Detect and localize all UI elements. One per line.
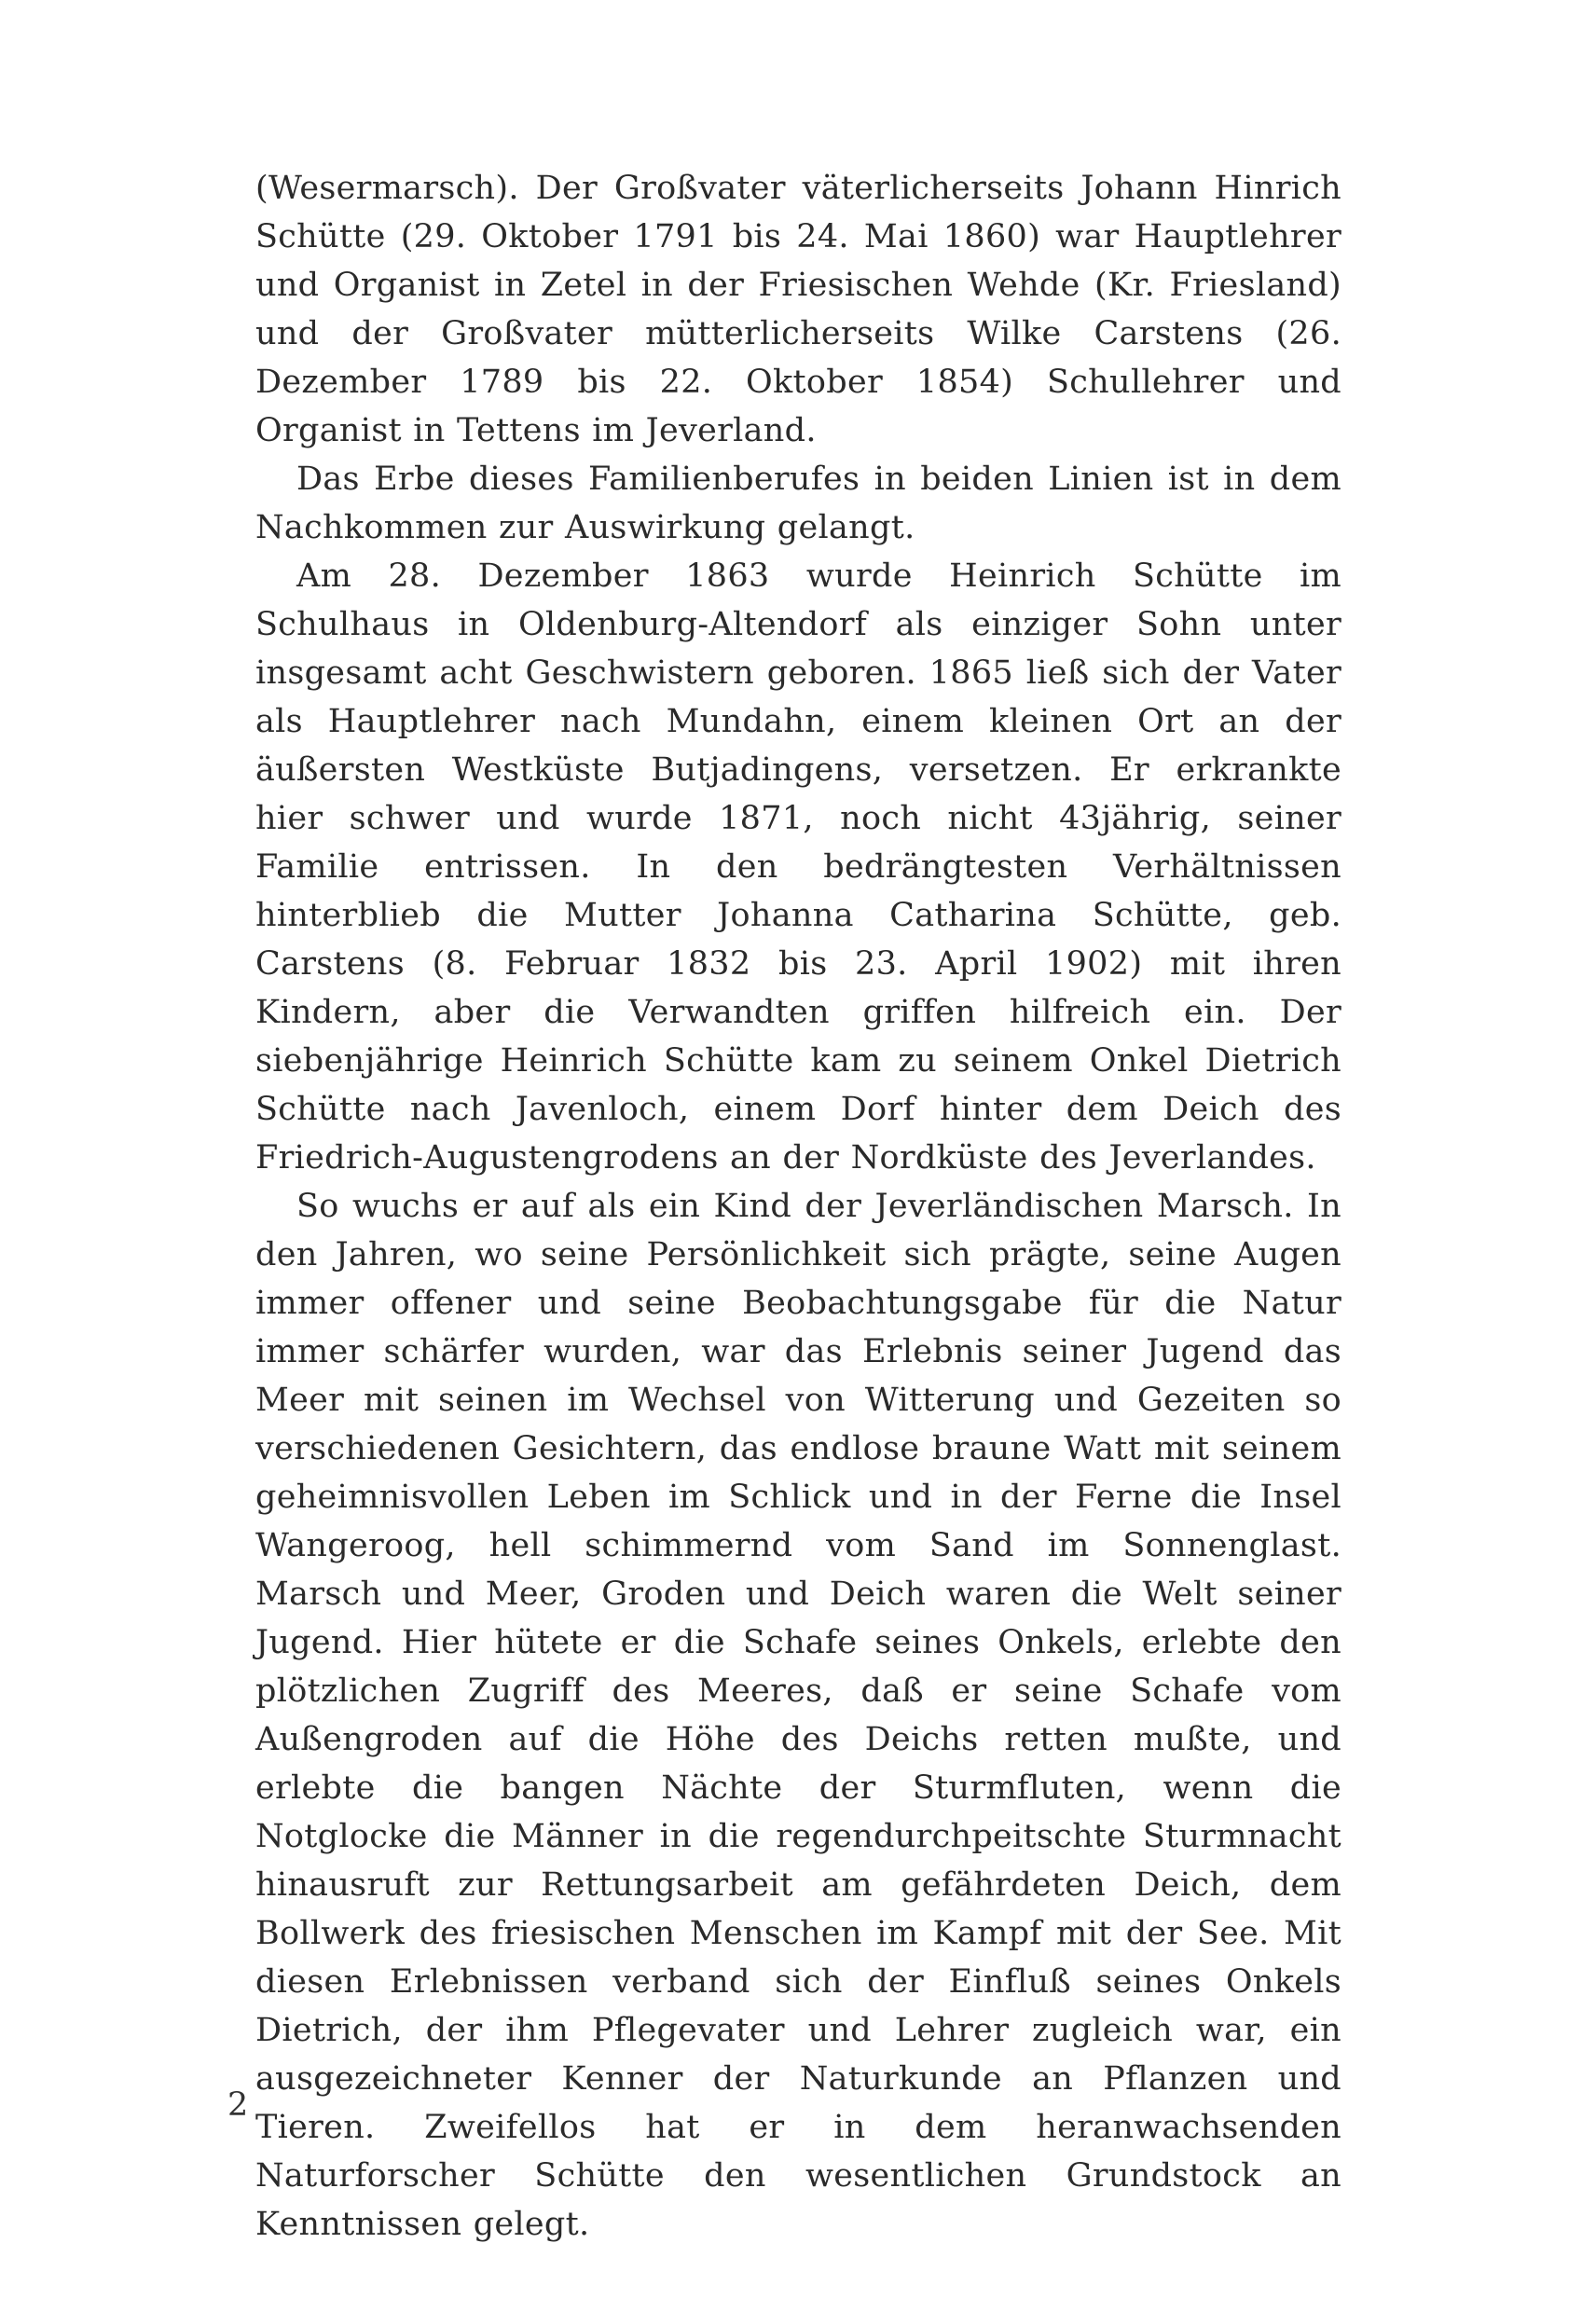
page-number: 2 xyxy=(227,2086,249,2124)
paragraph-4: So wuchs er auf als ein Kind der Jeverländischen Marsch. In den Jahren, wo seine Persönlichkeit sich prägte, seine Augen immer offener und seine Beobachtungsgabe für die Natur immer schärfer wurden, war das Erlebnis seiner Jugend das Meer mit seinen im Wechsel von Witterung und Gezeiten so verschiedenen Gesichtern, das endlose braune Watt mit seinem geheimnisvollen Leben im Schlick und in der Ferne die Insel Wangeroog, hell schimmernd vom Sand im Sonnenglast. Marsch und Meer, Groden und Deich waren die Welt seiner Jugend. Hier hütete er die Schafe seines Onkels, erlebte den plötzlichen Zugriff des Meeres, daß er seine Schafe vom Außengroden auf die Höhe des Deichs retten mußte, und erlebte die bangen Nächte der Sturmfluten, wenn die Notglocke die Männer in die regendurchpeitschte Sturmnacht hinausruft zur Rettungsarbeit am gefährdeten Deich, dem Bollwerk des friesischen Menschen im Kampf mit der See. Mit diesen Erlebnissen verband sich der Einfluß seines Onkels Dietrich, der ihm Pflegevater und Lehrer zugleich war, ein ausgezeichneter Kenner der Naturkunde an Pflanzen und Tieren. Zweifellos hat er in dem heranwachsenden Naturforscher Schütte den wesentlichen Grundstock an Kenntnissen gelegt. xyxy=(255,1188,1341,2243)
body-text xyxy=(255,164,1341,2249)
paragraph-2: Das Erbe dieses Familienberufes in beiden Linien ist in dem Nachkommen zur Auswirkung gelangt. xyxy=(255,461,1341,546)
paragraph-1: (Wesermarsch). Der Großvater väterlicherseits Johann Hinrich Schütte (29. Oktober 1791 bis 24. Mai 1860) war Hauptlehrer und Organist in Zetel in der Friesischen Wehde (Kr. Friesland) und der Großvater mütterlicherseits Wilke Carstens (26. Dezember 1789 bis 22. Oktober 1854) Schullehrer und Organist in Tettens im Jeverland. xyxy=(255,170,1341,449)
paragraph-3: Am 28. Dezember 1863 wurde Heinrich Schütte im Schulhaus in Oldenburg-Altendorf als einziger Sohn unter insgesamt acht Geschwistern geboren. 1865 ließ sich der Vater als Hauptlehrer nach Mundahn, einem kleinen Ort an der äußersten Westküste Butjadingens, versetzen. Er erkrankte hier schwer und wurde 1871, noch nicht 43jährig, seiner Familie entrissen. In den bedrängtesten Verhältnissen hinterblieb die Mutter Johanna Catharina Schütte, geb. Carstens (8. Februar 1832 bis 23. April 1902) mit ihren Kindern, aber die Verwandten griffen hilfreich ein. Der siebenjährige Heinrich Schütte kam zu seinem Onkel Dietrich Schütte nach Javenloch, einem Dorf hinter dem Deich des Friedrich-Augustengrodens an der Nordküste des Jeverlandes. xyxy=(255,557,1341,1177)
